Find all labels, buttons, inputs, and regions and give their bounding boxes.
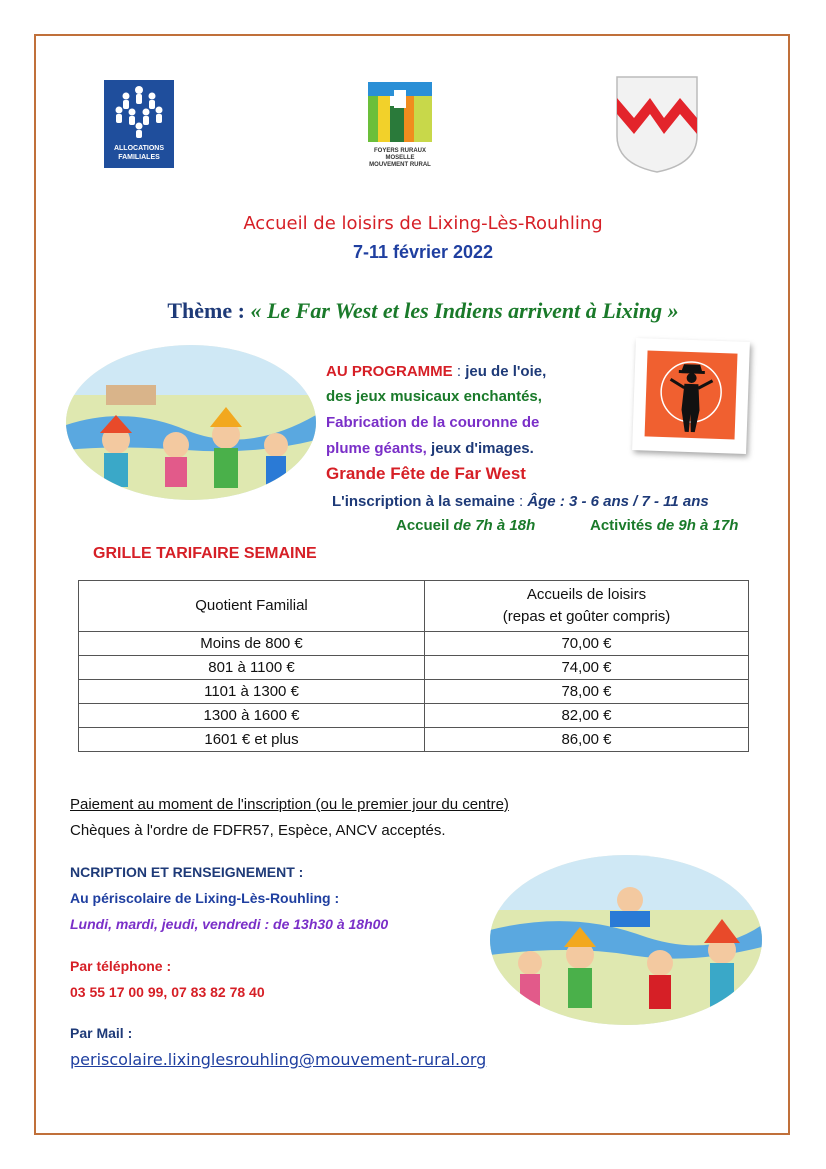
- mail-label: Par Mail :: [70, 1025, 133, 1041]
- table-row: [79, 680, 749, 704]
- header-accueils: [425, 581, 749, 632]
- header-accueils-line-1: Accueils de loisirs: [526, 586, 647, 603]
- caf-logo: [104, 80, 174, 168]
- cell-price: 86,00 €: [425, 728, 749, 752]
- theme-text: « Le Far West et les Indiens arrivent à Lixing »: [250, 298, 679, 323]
- cowboy-silhouette-icon: [632, 338, 750, 454]
- accueil-time: de 7h à 18h: [453, 517, 536, 534]
- accueil-hours: [396, 517, 535, 534]
- inscription-age: Âge : 3 - 6 ans / 7 - 11 ans: [527, 493, 709, 510]
- dates: 7-11 février 2022: [352, 242, 494, 262]
- programme-label: AU PROGRAMME: [326, 363, 453, 380]
- table-row: [79, 728, 749, 752]
- phone-label: Par téléphone :: [70, 958, 172, 974]
- mail-link[interactable]: periscolaire.lixinglesrouhling@mouvement-rural.org: [70, 1050, 487, 1069]
- payment-line-1: Paiement au moment de l'inscription (ou le premier jour du centre): [70, 796, 509, 813]
- crest-shield-icon: [614, 74, 700, 174]
- table-row: [79, 632, 749, 656]
- programme-line-4: [326, 436, 534, 462]
- programme-line-4b: jeux d'images.: [431, 440, 534, 457]
- programme-line-4a: plume géants,: [326, 440, 432, 457]
- periscolaire-place: Au périscolaire de Lixing-Lès-Rouhling :: [70, 890, 340, 906]
- cell-price: 82,00 €: [425, 704, 749, 728]
- programme-sep: :: [452, 363, 466, 380]
- programme-item-1: jeu de l'oie,: [465, 363, 547, 380]
- table-header-row: [79, 581, 749, 632]
- cell-price: 70,00 €: [425, 632, 749, 656]
- schedule: Lundi, mardi, jeudi, vendredi : de 13h30 à 18h00: [70, 916, 389, 932]
- inscription-label: L'inscription à la semaine: [332, 493, 515, 510]
- cell-quotient: 1601 € et plus: [79, 728, 425, 752]
- cell-quotient: Moins de 800 €: [79, 632, 425, 656]
- grille-title: GRILLE TARIFAIRE SEMAINE: [93, 545, 317, 562]
- programme-line-5: Grande Fête de Far West: [326, 464, 526, 483]
- accueil-label: Accueil: [396, 517, 454, 534]
- payment-line-2: Chèques à l'ordre de FDFR57, Espèce, ANCV acceptés.: [70, 822, 446, 839]
- programme-line-1: [326, 359, 546, 385]
- table-row: [79, 704, 749, 728]
- phone-numbers: 03 55 17 00 99, 07 83 82 78 40: [70, 984, 265, 1000]
- programme-line-3: Fabrication de la couronne de: [326, 414, 540, 431]
- indian-children-icon: [490, 855, 762, 1025]
- inscription-heading: NCRIPTION ET RENSEIGNEMENT :: [70, 864, 304, 880]
- cell-price: 78,00 €: [425, 680, 749, 704]
- activites-hours: [590, 517, 738, 534]
- indians-illustration-top: [66, 345, 316, 500]
- tarif-table: [78, 580, 749, 752]
- indian-children-icon: [66, 345, 316, 500]
- theme-label: Thème :: [167, 298, 251, 323]
- inscription-line: [332, 493, 709, 510]
- caf-people-icon: [104, 80, 174, 140]
- indians-illustration-bottom: [490, 855, 762, 1025]
- header-quotient: Quotient Familial: [79, 581, 425, 632]
- town-crest: [614, 74, 700, 174]
- programme-line-2: des jeux musicaux enchantés,: [326, 388, 542, 405]
- inscription-sep: :: [514, 493, 528, 510]
- theme-line: [0, 298, 826, 324]
- table-row: [79, 656, 749, 680]
- caf-logo-text: ALLOCATIONS FAMILIALES: [113, 145, 165, 161]
- cell-quotient: 801 à 1100 €: [79, 656, 425, 680]
- foyers-ruraux-logo: [364, 80, 436, 172]
- foyers-ruraux-emblem-icon: [364, 80, 436, 146]
- cell-quotient: 1300 à 1600 €: [79, 704, 425, 728]
- cell-price: 74,00 €: [425, 656, 749, 680]
- cell-quotient: 1101 à 1300 €: [79, 680, 425, 704]
- header-accueils-line-2: (repas et goûter compris): [502, 608, 671, 625]
- centre-title: Accueil de loisirs de Lixing-Lès-Rouhling: [243, 213, 603, 234]
- activites-time: de 9h à 17h: [656, 517, 739, 534]
- activites-label: Activités: [590, 517, 657, 534]
- cowboy-picture: [632, 338, 750, 454]
- foyers-ruraux-text: FOYERS RURAUX MOSELLE MOUVEMENT RURAL: [369, 148, 431, 168]
